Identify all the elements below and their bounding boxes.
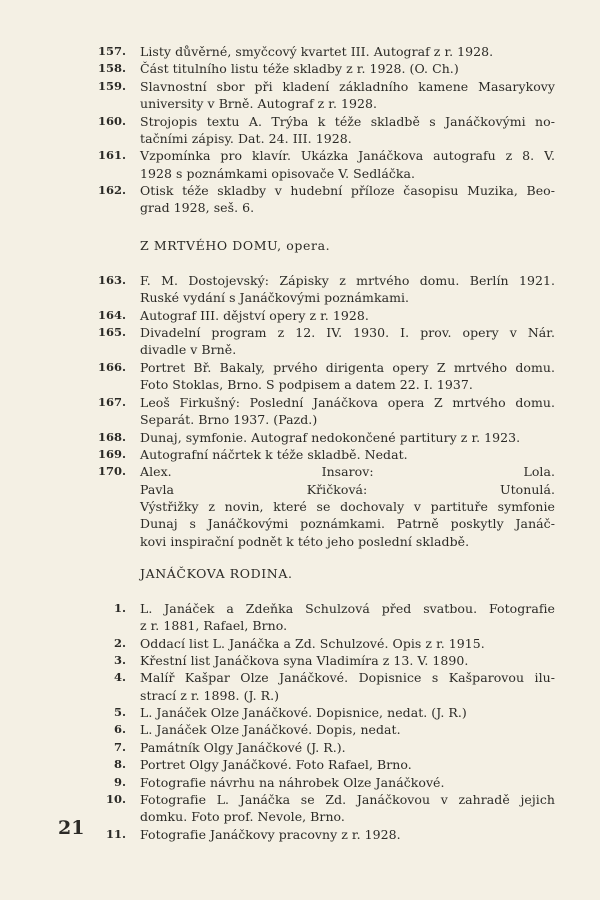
entry-number: 160. [97,113,126,128]
entry-text-line: domku. Foto prof. Nevole, Brno. [140,809,345,825]
entry-text [140,635,555,652]
entry-text-line: Památník Olgy Janáčkové (J. R.). [140,739,346,755]
entry-number: 7. [113,739,126,754]
entry-text [140,43,555,60]
section-heading-opera: Z MRTVÉHO DOMU, opera. [140,238,331,253]
entry-text-line: strací z r. 1898. (J. R.) [140,687,280,703]
entry-text-line: Listy důvěrné, smyčcový kvartet III. Autograf z r. 1928. [140,44,494,59]
entry-number: 3. [113,653,126,668]
entry-number: 164. [97,307,126,322]
entry-text-line: L. Janáček a Zdeňka Schulzová před svatbou. Fotografie [140,601,555,616]
entry-number: 5. [113,705,126,720]
entry-text [140,791,555,826]
entry-number: 170. [97,464,126,479]
entry-text [140,324,555,359]
entry-text-line: Slavnostní sbor při kladení základního kamene Masarykovy [140,78,555,94]
entry-text [140,359,555,394]
entry-text-line: Fotografie L. Janáčka se Zd. Janáčkovou v zahradě jejich [140,791,555,807]
entry-number: 166. [97,360,126,374]
section-heading-family: JANÁČKOVA RODINA. [140,566,293,581]
entry-text-line: kovi inspirační podnět k této jeho poslední skladbě. [140,533,470,549]
entry-text-line: z r. 1881, Rafael, Brno. [140,618,288,634]
entry-text-line: Portret Bř. Bakaly, prvého dirigenta opery Z mrtvého domu. [140,360,555,375]
entry-text-line: F. M. Dostojevský: Zápisky z mrtvého domu. Berlín 1921. [140,273,555,288]
entry-text-line: Vzpomínka pro klavír. Ukázka Janáčkova autografu z 8. V. [140,148,555,164]
entry-text [140,721,555,738]
entry-text-line: Separát. Brno 1937. (Pazd.) [140,412,318,428]
entry-text [140,446,555,463]
entry-text [140,669,555,704]
entry-text-line: L. Janáček Olze Janáčkové. Dopisnice, nedat. (J. R.) [140,705,467,721]
entry-text-line: Foto Stoklas, Brno. S podpisem a datem 22. I. 1937. [140,377,473,393]
entry-text-line: tačními zápisy. Dat. 24. III. 1928. [140,130,352,146]
entry-text-line: Fotografie návrhu na náhrobek Olze Janáčkové. [140,774,445,790]
entry-text [140,739,555,756]
entry-text [140,182,555,217]
entry-text [140,113,555,148]
entry-number: 11. [105,826,126,841]
entry-text [140,463,555,549]
entry-text [140,394,555,429]
entry-number: 161. [97,148,126,163]
entry-text-line: Malíř Kašpar Olze Janáčkové. Dopisnice s Kašparovou ilu- [140,670,555,686]
entry-text-line: Portret Olgy Janáčkové. Foto Rafael, Brno. [140,757,412,773]
entry-number: 1. [113,601,126,615]
entry-text [140,756,555,773]
entry-text-line: Ruské vydání s Janáčkovými poznámkami. [140,290,410,306]
entry-text [140,600,555,635]
entry-text-line: L. Janáček Olze Janáčkové. Dopis, nedat. [140,722,401,738]
entry-number: 6. [113,722,126,737]
entry-text-line: Dunaj, symfonie. Autograf nedokončené partitury z r. 1923. [140,429,521,445]
entry-number: 167. [97,394,126,409]
entry-number: 8. [113,757,126,772]
entry-number: 168. [97,429,126,444]
entry-text-line: divadle v Brně. [140,342,237,358]
entry-text-line: Pavla Křičková: Utonulá. [140,481,555,497]
entry-text [140,774,555,791]
entry-text [140,147,555,182]
entry-text [140,704,555,721]
entry-text-line: Autografní náčrtek k téže skladbě. Nedat. [140,447,408,462]
entry-text-line: Alex. Insarov: Lola. [140,464,555,480]
entry-text-line: Leoš Firkušný: Poslední Janáčkova opera Z mrtvého domu. [140,394,555,410]
entry-number: 10. [105,791,126,806]
entry-text-line: Fotografie Janáčkovy pracovny z r. 1928. [140,826,401,842]
entry-text-line: Otisk téže skladby v hudební příloze časopisu Muzika, Beo- [140,183,555,199]
entry-number: 165. [97,325,126,340]
page-number: 21 [58,817,85,839]
entry-text [140,307,555,324]
entry-number: 169. [97,447,126,461]
entry-text-line: Dunaj s Janáčkovými poznámkami. Patrně poskytly Janáč- [140,516,555,532]
entry-text-line: grad 1928, seš. 6. [140,200,255,216]
entry-text-line: Divadelní program z 12. IV. 1930. I. prov. opery v Nár. [140,325,555,341]
entry-text [140,826,555,843]
entry-text-line: Autograf III. dějství opery z r. 1928. [140,307,369,323]
entry-number: 162. [97,183,126,198]
entry-text-line: Oddací list L. Janáčka a Zd. Schulzové. Opis z r. 1915. [140,635,485,651]
entry-text-line: university v Brně. Autograf z r. 1928. [140,96,378,112]
entry-text [140,429,555,446]
entry-text-line: 1928 s poznámkami opisovače V. Sedláčka. [140,165,416,181]
entry-number: 4. [113,670,126,685]
entry-text-line: Křestní list Janáčkova syna Vladimíra z 13. V. 1890. [140,653,469,669]
entry-text-line: Výstřižky z novin, které se dochovaly v partituře symfonie [140,498,555,514]
entry-number: 158. [97,61,126,76]
entry-number: 9. [113,774,126,789]
entry-number: 2. [113,635,126,650]
entry-text-line: Část titulního listu téže skladby z r. 1928. (O. Ch.) [140,61,459,77]
entry-text [140,60,555,77]
entry-number: 157. [97,44,126,58]
entry-text [140,78,555,113]
entry-text [140,272,555,307]
entry-text [140,652,555,669]
entry-text-line: Strojopis textu A. Trýba k téže skladbě s Janáčkovými no- [140,113,555,129]
entry-number: 163. [97,273,126,287]
entry-number: 159. [97,78,126,93]
